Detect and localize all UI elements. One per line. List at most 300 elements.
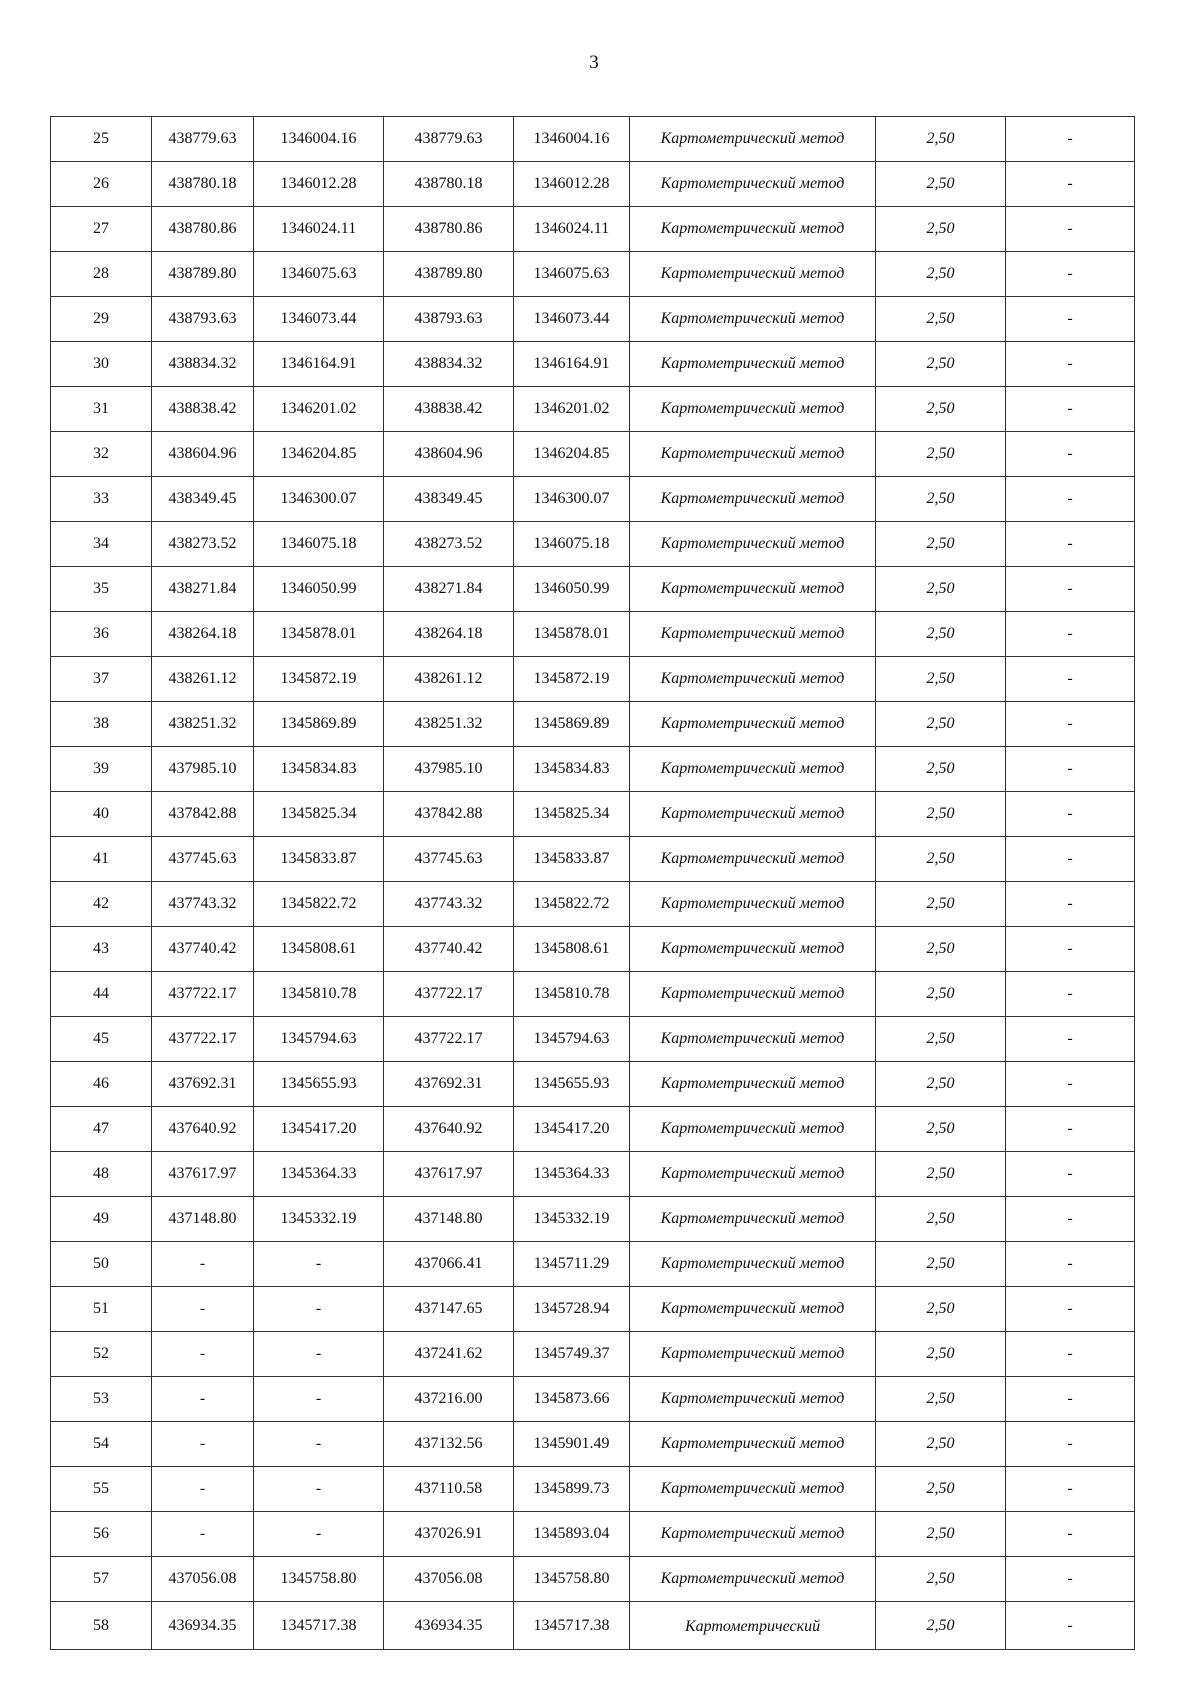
- precision-cell: 2,50: [876, 1332, 1006, 1377]
- x-existing-cell: -: [152, 1512, 254, 1557]
- precision-cell: 2,50: [876, 162, 1006, 207]
- note-cell: -: [1006, 252, 1135, 297]
- x-refined-cell: 437056.08: [384, 1557, 514, 1602]
- note-cell: -: [1006, 432, 1135, 477]
- table-row: [51, 162, 1135, 207]
- x-refined-cell: 436934.35: [384, 1602, 514, 1650]
- y-refined-cell: 1345872.19: [514, 657, 630, 702]
- x-existing-cell: 438780.86: [152, 207, 254, 252]
- precision-cell: 2,50: [876, 117, 1006, 162]
- y-refined-cell: 1345810.78: [514, 972, 630, 1017]
- x-existing-cell: 438793.63: [152, 297, 254, 342]
- note-cell: -: [1006, 297, 1135, 342]
- x-refined-cell: 438273.52: [384, 522, 514, 567]
- table-row: [51, 522, 1135, 567]
- method-cell: Картометрический метод: [630, 1107, 876, 1152]
- point-number-cell: 52: [51, 1332, 152, 1377]
- point-number-cell: 40: [51, 792, 152, 837]
- y-refined-cell: 1345332.19: [514, 1197, 630, 1242]
- precision-cell: 2,50: [876, 387, 1006, 432]
- x-existing-cell: -: [152, 1467, 254, 1512]
- y-refined-cell: 1346075.63: [514, 252, 630, 297]
- x-refined-cell: 438834.32: [384, 342, 514, 387]
- precision-cell: 2,50: [876, 657, 1006, 702]
- x-existing-cell: 437640.92: [152, 1107, 254, 1152]
- y-existing-cell: 1346012.28: [254, 162, 384, 207]
- table-row: [51, 1377, 1135, 1422]
- precision-cell: 2,50: [876, 297, 1006, 342]
- precision-cell: 2,50: [876, 342, 1006, 387]
- x-existing-cell: 438604.96: [152, 432, 254, 477]
- table-row: [51, 1422, 1135, 1467]
- x-existing-cell: 438834.32: [152, 342, 254, 387]
- x-existing-cell: 437743.32: [152, 882, 254, 927]
- note-cell: -: [1006, 1332, 1135, 1377]
- x-refined-cell: 438261.12: [384, 657, 514, 702]
- point-number-cell: 27: [51, 207, 152, 252]
- point-number-cell: 44: [51, 972, 152, 1017]
- y-existing-cell: 1345810.78: [254, 972, 384, 1017]
- x-existing-cell: 437722.17: [152, 1017, 254, 1062]
- method-cell: Картометрический метод: [630, 1422, 876, 1467]
- x-existing-cell: 437617.97: [152, 1152, 254, 1197]
- note-cell: -: [1006, 837, 1135, 882]
- x-refined-cell: 437722.17: [384, 972, 514, 1017]
- method-cell: Картометрический метод: [630, 837, 876, 882]
- x-refined-cell: 437743.32: [384, 882, 514, 927]
- precision-cell: 2,50: [876, 702, 1006, 747]
- note-cell: -: [1006, 1377, 1135, 1422]
- y-existing-cell: -: [254, 1242, 384, 1287]
- x-refined-cell: 437745.63: [384, 837, 514, 882]
- note-cell: -: [1006, 162, 1135, 207]
- y-existing-cell: -: [254, 1332, 384, 1377]
- point-number-cell: 25: [51, 117, 152, 162]
- method-cell: Картометрический метод: [630, 702, 876, 747]
- precision-cell: 2,50: [876, 1017, 1006, 1062]
- point-number-cell: 37: [51, 657, 152, 702]
- point-number-cell: 34: [51, 522, 152, 567]
- table-row: [51, 972, 1135, 1017]
- y-existing-cell: 1346073.44: [254, 297, 384, 342]
- y-existing-cell: 1345808.61: [254, 927, 384, 972]
- y-existing-cell: -: [254, 1287, 384, 1332]
- y-refined-cell: 1345794.63: [514, 1017, 630, 1062]
- precision-cell: 2,50: [876, 792, 1006, 837]
- y-refined-cell: 1345417.20: [514, 1107, 630, 1152]
- precision-cell: 2,50: [876, 477, 1006, 522]
- x-existing-cell: 437985.10: [152, 747, 254, 792]
- y-existing-cell: -: [254, 1512, 384, 1557]
- note-cell: -: [1006, 1512, 1135, 1557]
- y-existing-cell: 1346024.11: [254, 207, 384, 252]
- note-cell: -: [1006, 1017, 1135, 1062]
- y-refined-cell: 1346164.91: [514, 342, 630, 387]
- table-row: [51, 432, 1135, 477]
- point-number-cell: 46: [51, 1062, 152, 1107]
- y-refined-cell: 1345822.72: [514, 882, 630, 927]
- y-existing-cell: 1345822.72: [254, 882, 384, 927]
- y-refined-cell: 1346300.07: [514, 477, 630, 522]
- precision-cell: 2,50: [876, 882, 1006, 927]
- point-number-cell: 39: [51, 747, 152, 792]
- y-refined-cell: 1345711.29: [514, 1242, 630, 1287]
- y-refined-cell: 1345758.80: [514, 1557, 630, 1602]
- table-row: [51, 657, 1135, 702]
- precision-cell: 2,50: [876, 567, 1006, 612]
- table-row: [51, 747, 1135, 792]
- point-number-cell: 43: [51, 927, 152, 972]
- point-number-cell: 51: [51, 1287, 152, 1332]
- x-refined-cell: 437985.10: [384, 747, 514, 792]
- y-refined-cell: 1345825.34: [514, 792, 630, 837]
- y-refined-cell: 1346204.85: [514, 432, 630, 477]
- y-refined-cell: 1346201.02: [514, 387, 630, 432]
- y-refined-cell: 1346024.11: [514, 207, 630, 252]
- method-cell: Картометрический метод: [630, 747, 876, 792]
- x-existing-cell: 437692.31: [152, 1062, 254, 1107]
- table-row: [51, 1332, 1135, 1377]
- method-cell: Картометрический метод: [630, 1332, 876, 1377]
- precision-cell: 2,50: [876, 1107, 1006, 1152]
- precision-cell: 2,50: [876, 1197, 1006, 1242]
- y-refined-cell: 1345869.89: [514, 702, 630, 747]
- x-existing-cell: 438838.42: [152, 387, 254, 432]
- precision-cell: 2,50: [876, 837, 1006, 882]
- x-refined-cell: 437740.42: [384, 927, 514, 972]
- y-existing-cell: 1346204.85: [254, 432, 384, 477]
- y-existing-cell: 1345834.83: [254, 747, 384, 792]
- method-cell: Картометрический метод: [630, 162, 876, 207]
- y-existing-cell: 1345758.80: [254, 1557, 384, 1602]
- page-number: 3: [589, 52, 599, 73]
- table-row: [51, 927, 1135, 972]
- y-refined-cell: 1345808.61: [514, 927, 630, 972]
- table-row: [51, 1017, 1135, 1062]
- table-row: [51, 837, 1135, 882]
- y-refined-cell: 1345834.83: [514, 747, 630, 792]
- table-row: [51, 1062, 1135, 1107]
- point-number-cell: 32: [51, 432, 152, 477]
- point-number-cell: 50: [51, 1242, 152, 1287]
- note-cell: -: [1006, 702, 1135, 747]
- point-number-cell: 42: [51, 882, 152, 927]
- x-existing-cell: 437842.88: [152, 792, 254, 837]
- x-refined-cell: 438780.86: [384, 207, 514, 252]
- x-existing-cell: 438779.63: [152, 117, 254, 162]
- y-existing-cell: 1345833.87: [254, 837, 384, 882]
- precision-cell: 2,50: [876, 1422, 1006, 1467]
- y-existing-cell: 1345417.20: [254, 1107, 384, 1152]
- table-row: [51, 567, 1135, 612]
- table-row: [51, 297, 1135, 342]
- note-cell: -: [1006, 1602, 1135, 1650]
- y-existing-cell: -: [254, 1377, 384, 1422]
- x-refined-cell: 438789.80: [384, 252, 514, 297]
- x-existing-cell: 438349.45: [152, 477, 254, 522]
- x-existing-cell: 437148.80: [152, 1197, 254, 1242]
- method-cell: Картометрический метод: [630, 657, 876, 702]
- x-existing-cell: 438273.52: [152, 522, 254, 567]
- x-refined-cell: 437722.17: [384, 1017, 514, 1062]
- y-refined-cell: 1345728.94: [514, 1287, 630, 1332]
- precision-cell: 2,50: [876, 1242, 1006, 1287]
- table-row: [51, 1107, 1135, 1152]
- table-row: [51, 1602, 1135, 1650]
- note-cell: -: [1006, 1557, 1135, 1602]
- table-row: [51, 477, 1135, 522]
- y-existing-cell: 1346201.02: [254, 387, 384, 432]
- x-refined-cell: 437692.31: [384, 1062, 514, 1107]
- note-cell: -: [1006, 972, 1135, 1017]
- method-cell: Картометрический метод: [630, 792, 876, 837]
- note-cell: -: [1006, 747, 1135, 792]
- point-number-cell: 49: [51, 1197, 152, 1242]
- precision-cell: 2,50: [876, 1287, 1006, 1332]
- method-cell: Картометрический метод: [630, 1017, 876, 1062]
- method-cell: Картометрический метод: [630, 1377, 876, 1422]
- y-refined-cell: 1345873.66: [514, 1377, 630, 1422]
- precision-cell: 2,50: [876, 207, 1006, 252]
- note-cell: -: [1006, 1107, 1135, 1152]
- precision-cell: 2,50: [876, 1467, 1006, 1512]
- point-number-cell: 45: [51, 1017, 152, 1062]
- x-refined-cell: 438779.63: [384, 117, 514, 162]
- method-cell: Картометрический метод: [630, 1512, 876, 1557]
- point-number-cell: 26: [51, 162, 152, 207]
- note-cell: -: [1006, 1152, 1135, 1197]
- point-number-cell: 47: [51, 1107, 152, 1152]
- note-cell: -: [1006, 657, 1135, 702]
- precision-cell: 2,50: [876, 972, 1006, 1017]
- x-existing-cell: -: [152, 1422, 254, 1467]
- y-existing-cell: -: [254, 1422, 384, 1467]
- x-existing-cell: 438264.18: [152, 612, 254, 657]
- method-cell: Картометрический метод: [630, 1242, 876, 1287]
- method-cell: Картометрический метод: [630, 1467, 876, 1512]
- x-refined-cell: 437842.88: [384, 792, 514, 837]
- y-existing-cell: 1345869.89: [254, 702, 384, 747]
- precision-cell: 2,50: [876, 1152, 1006, 1197]
- note-cell: -: [1006, 1467, 1135, 1512]
- table-row: [51, 792, 1135, 837]
- y-existing-cell: 1346075.63: [254, 252, 384, 297]
- note-cell: -: [1006, 477, 1135, 522]
- x-refined-cell: 438264.18: [384, 612, 514, 657]
- table-row: [51, 702, 1135, 747]
- precision-cell: 2,50: [876, 252, 1006, 297]
- note-cell: -: [1006, 387, 1135, 432]
- point-number-cell: 54: [51, 1422, 152, 1467]
- coordinates-table: [50, 116, 1135, 1650]
- y-existing-cell: 1345872.19: [254, 657, 384, 702]
- method-cell: Картометрический метод: [630, 477, 876, 522]
- point-number-cell: 35: [51, 567, 152, 612]
- y-existing-cell: 1346050.99: [254, 567, 384, 612]
- note-cell: -: [1006, 1422, 1135, 1467]
- note-cell: -: [1006, 117, 1135, 162]
- precision-cell: 2,50: [876, 927, 1006, 972]
- point-number-cell: 33: [51, 477, 152, 522]
- x-existing-cell: 436934.35: [152, 1602, 254, 1650]
- method-cell: Картометрический метод: [630, 342, 876, 387]
- y-existing-cell: 1345332.19: [254, 1197, 384, 1242]
- y-refined-cell: 1345833.87: [514, 837, 630, 882]
- point-number-cell: 53: [51, 1377, 152, 1422]
- method-cell: Картометрический метод: [630, 1557, 876, 1602]
- x-existing-cell: 437740.42: [152, 927, 254, 972]
- x-refined-cell: 437026.91: [384, 1512, 514, 1557]
- y-existing-cell: 1346075.18: [254, 522, 384, 567]
- x-existing-cell: 437745.63: [152, 837, 254, 882]
- point-number-cell: 41: [51, 837, 152, 882]
- x-refined-cell: 437617.97: [384, 1152, 514, 1197]
- method-cell: Картометрический метод: [630, 252, 876, 297]
- note-cell: -: [1006, 882, 1135, 927]
- y-refined-cell: 1346073.44: [514, 297, 630, 342]
- method-cell: Картометрический метод: [630, 972, 876, 1017]
- y-refined-cell: 1346075.18: [514, 522, 630, 567]
- method-cell: Картометрический метод: [630, 522, 876, 567]
- table-row: [51, 1197, 1135, 1242]
- table-row: [51, 1512, 1135, 1557]
- x-refined-cell: 438780.18: [384, 162, 514, 207]
- x-refined-cell: 437148.80: [384, 1197, 514, 1242]
- note-cell: -: [1006, 927, 1135, 972]
- y-refined-cell: 1346004.16: [514, 117, 630, 162]
- point-number-cell: 55: [51, 1467, 152, 1512]
- x-refined-cell: 437110.58: [384, 1467, 514, 1512]
- note-cell: -: [1006, 342, 1135, 387]
- table-row: [51, 612, 1135, 657]
- point-number-cell: 56: [51, 1512, 152, 1557]
- table-row: [51, 1287, 1135, 1332]
- y-existing-cell: 1345364.33: [254, 1152, 384, 1197]
- y-existing-cell: 1345878.01: [254, 612, 384, 657]
- point-number-cell: 28: [51, 252, 152, 297]
- precision-cell: 2,50: [876, 612, 1006, 657]
- x-refined-cell: 438793.63: [384, 297, 514, 342]
- note-cell: -: [1006, 207, 1135, 252]
- y-existing-cell: 1345794.63: [254, 1017, 384, 1062]
- note-cell: -: [1006, 1242, 1135, 1287]
- x-existing-cell: 437722.17: [152, 972, 254, 1017]
- note-cell: -: [1006, 1287, 1135, 1332]
- y-refined-cell: 1346012.28: [514, 162, 630, 207]
- x-existing-cell: 437056.08: [152, 1557, 254, 1602]
- method-cell: Картометрический метод: [630, 1152, 876, 1197]
- table-row: [51, 117, 1135, 162]
- x-refined-cell: 438271.84: [384, 567, 514, 612]
- method-cell: Картометрический метод: [630, 1197, 876, 1242]
- y-existing-cell: -: [254, 1467, 384, 1512]
- y-refined-cell: 1345364.33: [514, 1152, 630, 1197]
- precision-cell: 2,50: [876, 1557, 1006, 1602]
- x-refined-cell: 437241.62: [384, 1332, 514, 1377]
- x-refined-cell: 437147.65: [384, 1287, 514, 1332]
- method-cell: Картометрический метод: [630, 1062, 876, 1107]
- note-cell: -: [1006, 567, 1135, 612]
- y-refined-cell: 1345655.93: [514, 1062, 630, 1107]
- x-refined-cell: 438349.45: [384, 477, 514, 522]
- x-refined-cell: 437640.92: [384, 1107, 514, 1152]
- x-refined-cell: 438251.32: [384, 702, 514, 747]
- precision-cell: 2,50: [876, 1062, 1006, 1107]
- table-row: [51, 1152, 1135, 1197]
- x-refined-cell: 438604.96: [384, 432, 514, 477]
- method-cell: Картометрический метод: [630, 1287, 876, 1332]
- y-existing-cell: 1346300.07: [254, 477, 384, 522]
- method-cell: Картометрический метод: [630, 882, 876, 927]
- table-row: [51, 387, 1135, 432]
- y-existing-cell: 1346164.91: [254, 342, 384, 387]
- x-refined-cell: 437066.41: [384, 1242, 514, 1287]
- x-existing-cell: 438261.12: [152, 657, 254, 702]
- table-row: [51, 252, 1135, 297]
- method-cell: Картометрический метод: [630, 297, 876, 342]
- y-existing-cell: 1345825.34: [254, 792, 384, 837]
- note-cell: -: [1006, 1197, 1135, 1242]
- y-refined-cell: 1346050.99: [514, 567, 630, 612]
- x-existing-cell: -: [152, 1377, 254, 1422]
- x-existing-cell: 438251.32: [152, 702, 254, 747]
- table-row: [51, 1557, 1135, 1602]
- note-cell: -: [1006, 792, 1135, 837]
- x-existing-cell: -: [152, 1242, 254, 1287]
- table-body: [51, 117, 1135, 1650]
- precision-cell: 2,50: [876, 1377, 1006, 1422]
- note-cell: -: [1006, 612, 1135, 657]
- y-existing-cell: 1345717.38: [254, 1602, 384, 1650]
- x-existing-cell: 438271.84: [152, 567, 254, 612]
- point-number-cell: 38: [51, 702, 152, 747]
- table-row: [51, 882, 1135, 927]
- y-refined-cell: 1345899.73: [514, 1467, 630, 1512]
- method-cell: Картометрический метод: [630, 207, 876, 252]
- note-cell: -: [1006, 1062, 1135, 1107]
- point-number-cell: 29: [51, 297, 152, 342]
- note-cell: -: [1006, 522, 1135, 567]
- y-refined-cell: 1345878.01: [514, 612, 630, 657]
- y-existing-cell: 1346004.16: [254, 117, 384, 162]
- table-row: [51, 207, 1135, 252]
- point-number-cell: 48: [51, 1152, 152, 1197]
- x-existing-cell: 438789.80: [152, 252, 254, 297]
- method-cell: Картометрический метод: [630, 117, 876, 162]
- method-cell: Картометрический: [630, 1602, 876, 1650]
- point-number-cell: 36: [51, 612, 152, 657]
- y-refined-cell: 1345893.04: [514, 1512, 630, 1557]
- precision-cell: 2,50: [876, 522, 1006, 567]
- x-existing-cell: 438780.18: [152, 162, 254, 207]
- point-number-cell: 58: [51, 1602, 152, 1650]
- precision-cell: 2,50: [876, 1512, 1006, 1557]
- method-cell: Картометрический метод: [630, 567, 876, 612]
- x-refined-cell: 437132.56: [384, 1422, 514, 1467]
- precision-cell: 2,50: [876, 747, 1006, 792]
- x-existing-cell: -: [152, 1287, 254, 1332]
- point-number-cell: 30: [51, 342, 152, 387]
- y-refined-cell: 1345749.37: [514, 1332, 630, 1377]
- precision-cell: 2,50: [876, 432, 1006, 477]
- method-cell: Картометрический метод: [630, 387, 876, 432]
- x-refined-cell: 438838.42: [384, 387, 514, 432]
- table-row: [51, 342, 1135, 387]
- table-row: [51, 1467, 1135, 1512]
- method-cell: Картометрический метод: [630, 432, 876, 477]
- y-existing-cell: 1345655.93: [254, 1062, 384, 1107]
- method-cell: Картометрический метод: [630, 927, 876, 972]
